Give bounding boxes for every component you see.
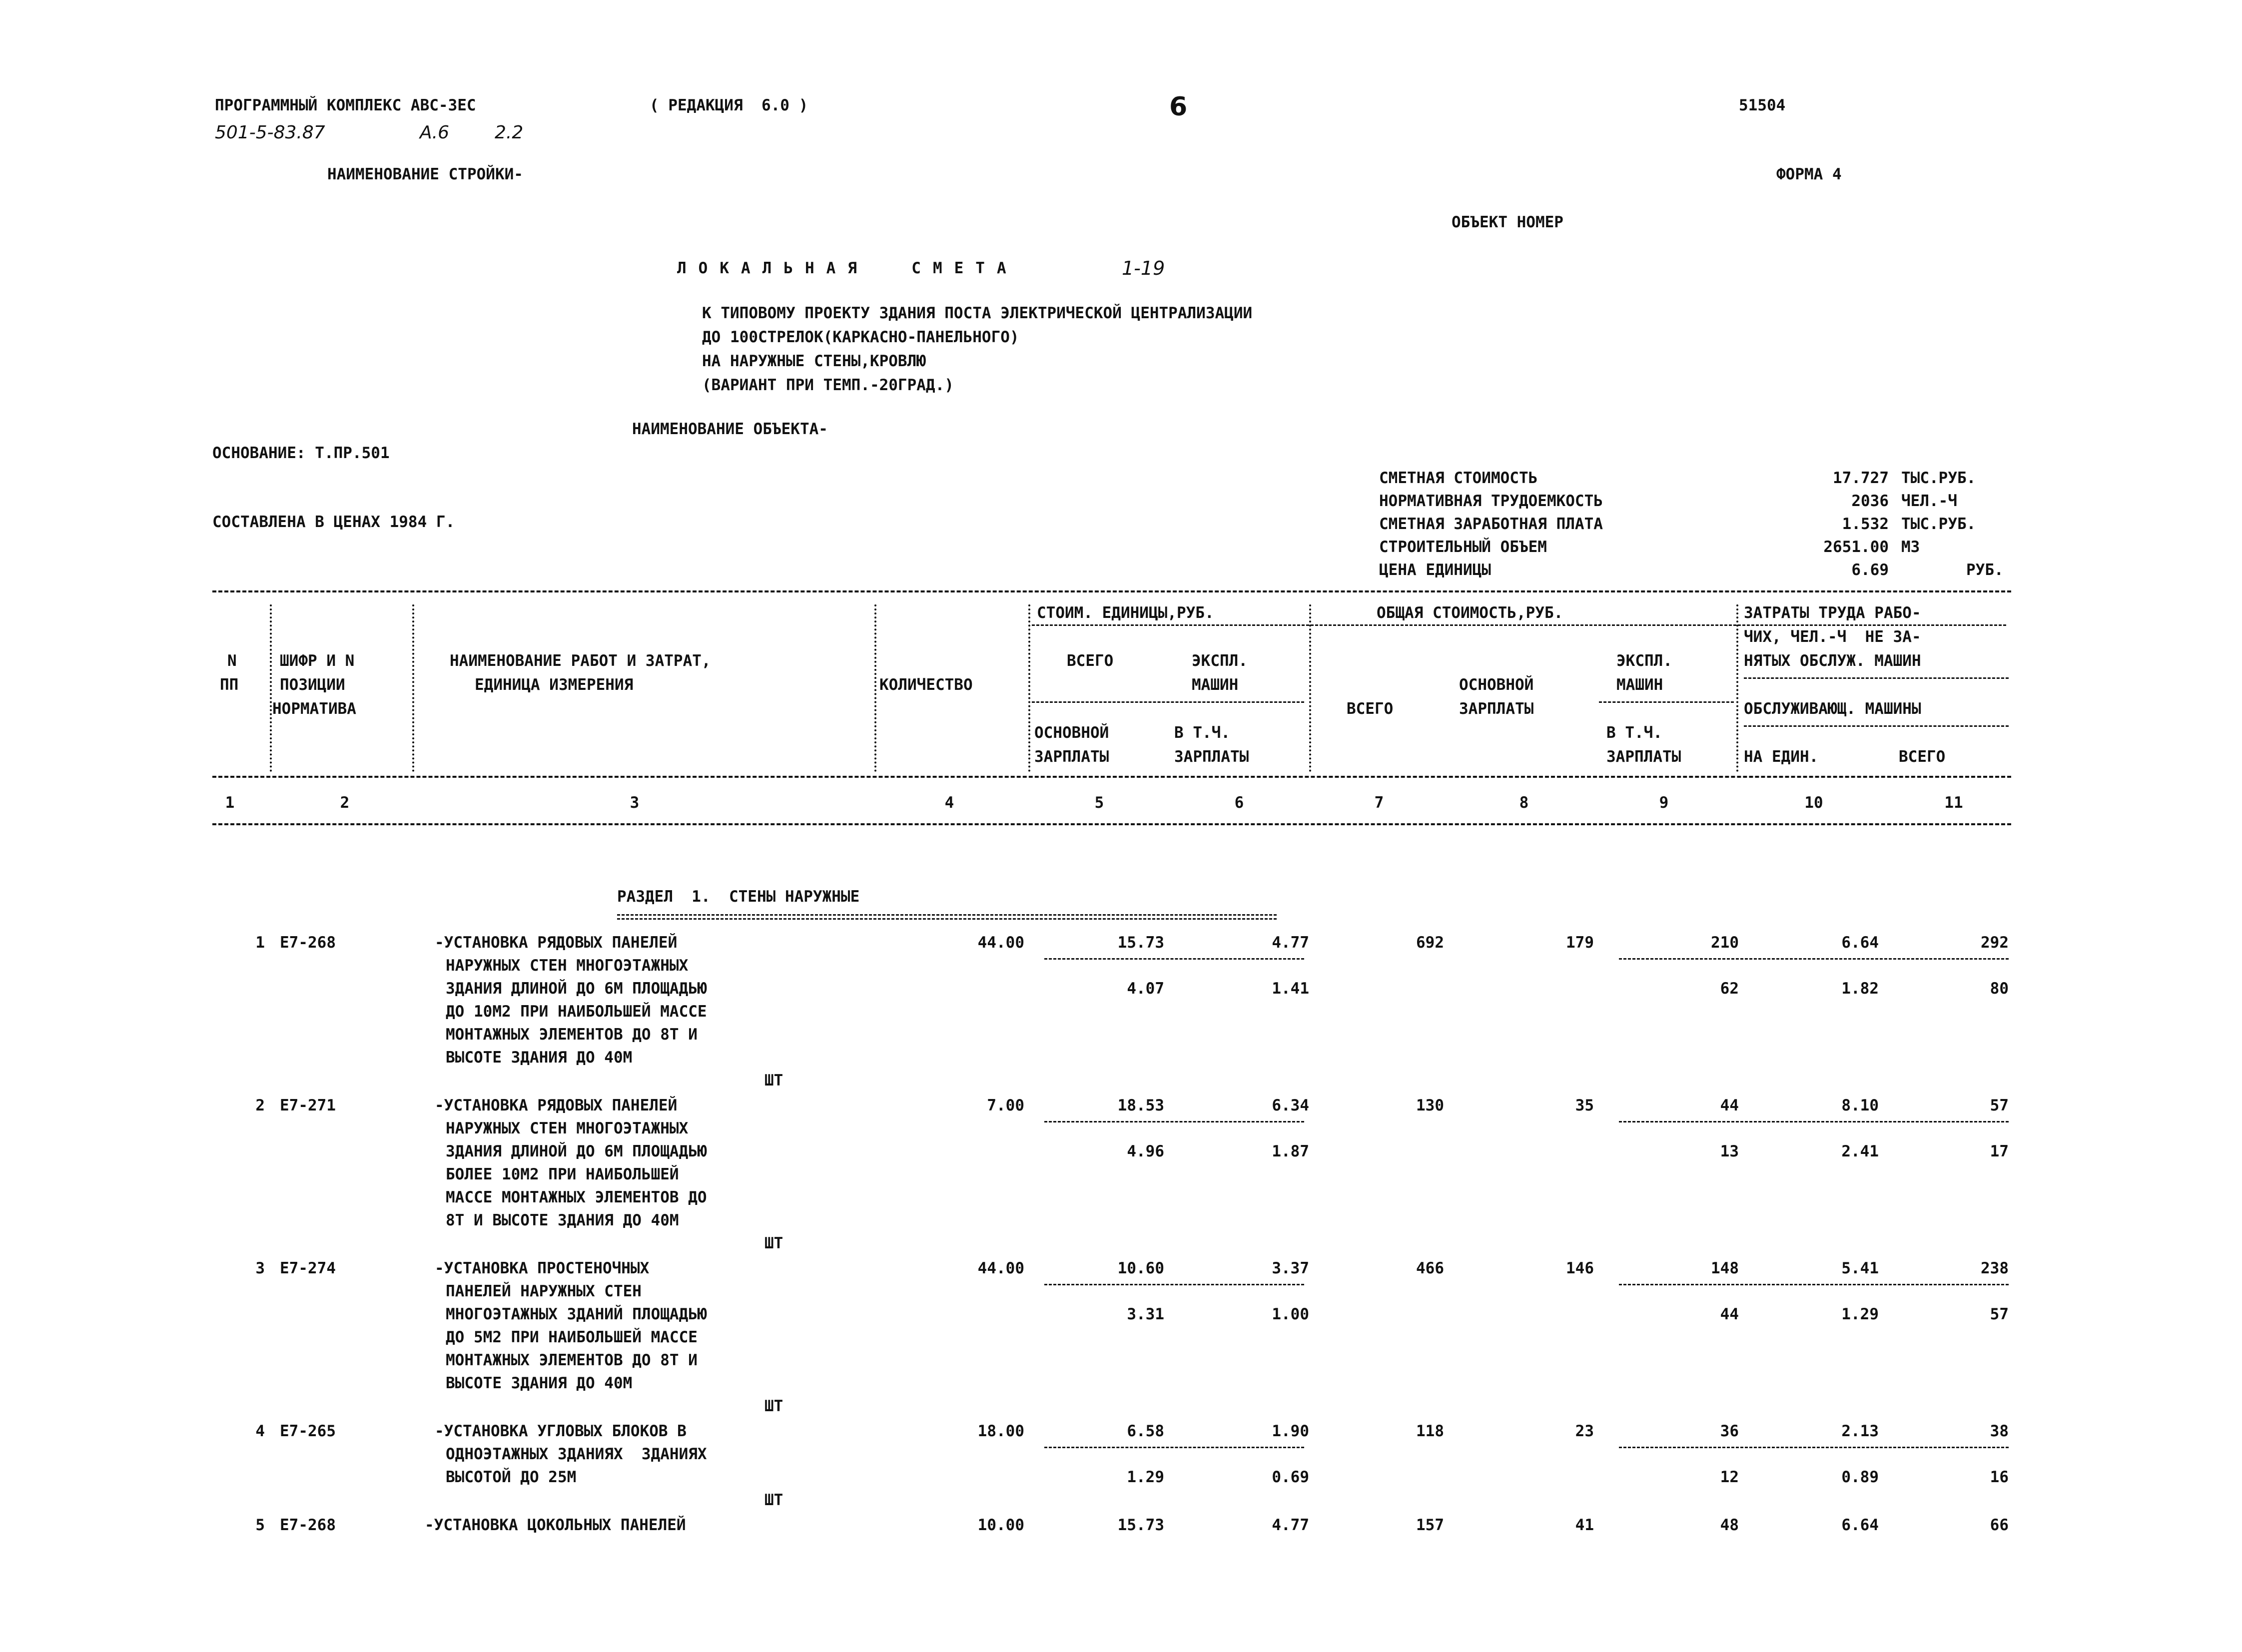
row-unit: ШТ: [764, 1072, 783, 1090]
unit-cost-wage: 4.96: [1127, 1142, 1164, 1160]
row-unit: ШТ: [764, 1491, 783, 1509]
sub-rule: [1032, 701, 1304, 703]
column-number: 6: [1234, 794, 1244, 812]
labor-unit: 8.10: [1841, 1097, 1879, 1114]
row-name: ДО 5М2 ПРИ НАИБОЛЬШЕЙ МАССЕ: [446, 1328, 698, 1346]
sub-rule: [1032, 624, 2006, 626]
header-top-rule: [212, 590, 2011, 592]
row-quantity: 10.00: [977, 1516, 1024, 1534]
column-number: 4: [944, 794, 954, 812]
summary-label: СМЕТНАЯ СТОИМОСТЬ: [1379, 469, 1538, 487]
unit-cost-machines: 1.90: [1272, 1422, 1309, 1440]
col1-header: N: [227, 652, 237, 670]
row-number: 1: [255, 934, 265, 952]
sub-rule: [1744, 677, 2009, 679]
unit-total-header: ВСЕГО: [1067, 652, 1114, 670]
col2-header: НОРМАТИВА: [272, 700, 356, 718]
summary-label: СМЕТНАЯ ЗАРАБОТНАЯ ПЛАТА: [1379, 515, 1603, 533]
unit-mach-header: ЭКСПЛ.: [1192, 652, 1248, 670]
document-code: 51504: [1739, 96, 1786, 114]
form-label: ФОРМА 4: [1776, 165, 1842, 183]
estimate-description-4: (ВАРИАНТ ПРИ ТЕМП.-20ГРАД.): [702, 376, 954, 394]
column-number: 1: [225, 794, 235, 812]
column-number: 5: [1094, 794, 1104, 812]
total-machine-wage: 12: [1720, 1468, 1739, 1486]
total-cost: 157: [1416, 1516, 1444, 1534]
total-wage-header: ОСНОВНОЙ: [1459, 676, 1534, 694]
summary-unit: ТЫС.РУБ.: [1901, 469, 1976, 487]
labor-sub-header: ОБСЛУЖИВАЮЩ. МАШИНЫ: [1744, 700, 1921, 718]
summary-label: ЦЕНА ЕДИНИЦЫ: [1379, 561, 1491, 579]
row-name: ПАНЕЛЕЙ НАРУЖНЫХ СТЕН: [446, 1282, 642, 1300]
sub-rule: [1619, 958, 2009, 960]
column-number: 11: [1944, 794, 1963, 812]
unit-cost-header: СТОИМ. ЕДИНИЦЫ,РУБ.: [1037, 604, 1214, 622]
col-divider: [1028, 604, 1030, 772]
unit-cost-wage: 3.31: [1127, 1305, 1164, 1323]
total-wage-incl-header: ЗАРПЛАТЫ: [1606, 748, 1681, 766]
row-number: 4: [255, 1422, 265, 1440]
labor-header-1: ЗАТРАТЫ ТРУДА РАБО-: [1744, 604, 1921, 622]
col1-header: ПП: [220, 676, 239, 694]
sub-rule: [1619, 1447, 2009, 1448]
total-machine-wage: 13: [1720, 1142, 1739, 1160]
col4-header: КОЛИЧЕСТВО: [879, 676, 973, 694]
labor-total-service: 57: [1990, 1305, 2009, 1323]
labor-unit: 6.64: [1841, 934, 1879, 952]
unit-cost-total: 15.73: [1117, 934, 1164, 952]
labor-total: 238: [1981, 1259, 2009, 1277]
summary-unit: М3: [1901, 538, 1920, 556]
column-number: 7: [1374, 794, 1384, 812]
summary-value: 2651.00: [1823, 538, 1889, 556]
col2-header: ШИФР И N: [280, 652, 355, 670]
labor-unit-service: 1.29: [1841, 1305, 1879, 1323]
col3-header: НАИМЕНОВАНИЕ РАБОТ И ЗАТРАТ,: [450, 652, 711, 670]
row-number: 3: [255, 1259, 265, 1277]
row-code: Е7-265: [280, 1422, 336, 1440]
basis: ОСНОВАНИЕ: Т.ПР.501: [212, 444, 390, 462]
unit-cost-machines: 6.34: [1272, 1097, 1309, 1114]
labor-header-2: ЧИХ, ЧЕЛ.-Ч НЕ ЗА-: [1744, 628, 1921, 646]
total-machine-wage: 44: [1720, 1305, 1739, 1323]
col2-header: ПОЗИЦИИ: [280, 676, 345, 694]
handwritten-ref: 501-5-83.87: [215, 122, 325, 143]
labor-unit-service: 1.82: [1841, 980, 1879, 998]
total-wage: 23: [1575, 1422, 1594, 1440]
summary-value: 2036: [1851, 492, 1889, 510]
estimate-description-3: НА НАРУЖНЫЕ СТЕНЫ,КРОВЛЮ: [702, 352, 926, 370]
summary-value: 1.532: [1842, 515, 1889, 533]
unit-cost-machine-wage: 1.00: [1272, 1305, 1309, 1323]
row-name: -УСТАНОВКА УГЛОВЫХ БЛОКОВ В: [435, 1422, 687, 1440]
row-unit: ШТ: [764, 1234, 783, 1252]
labor-total-header: ВСЕГО: [1899, 748, 1946, 766]
row-name: ВЫСОТЕ ЗДАНИЯ ДО 40М: [446, 1049, 633, 1067]
row-unit: ШТ: [764, 1397, 783, 1415]
total-machines: 148: [1711, 1259, 1739, 1277]
labor-unit-service: 0.89: [1841, 1468, 1879, 1486]
unit-cost-machines: 3.37: [1272, 1259, 1309, 1277]
total-all-header: ВСЕГО: [1347, 700, 1394, 718]
labor-total: 292: [1981, 934, 2009, 952]
col3-header: ЕДИНИЦА ИЗМЕРЕНИЯ: [475, 676, 634, 694]
row-number: 2: [255, 1097, 265, 1114]
row-name: НАРУЖНЫХ СТЕН МНОГОЭТАЖНЫХ: [446, 957, 689, 975]
col-divider: [1309, 604, 1311, 772]
total-wage-header: ЗАРПЛАТЫ: [1459, 700, 1534, 718]
unit-wage-header: ОСНОВНОЙ: [1034, 724, 1109, 742]
row-name: -УСТАНОВКА ЦОКОЛЬНЫХ ПАНЕЛЕЙ: [425, 1516, 686, 1534]
row-name: НАРУЖНЫХ СТЕН МНОГОЭТАЖНЫХ: [446, 1119, 689, 1137]
labor-total-service: 17: [1990, 1142, 2009, 1160]
labor-unit: 6.64: [1841, 1516, 1879, 1534]
header-mid-rule: [212, 776, 2011, 778]
unit-cost-wage: 4.07: [1127, 980, 1164, 998]
row-name: 8Т И ВЫСОТЕ ЗДАНИЯ ДО 40М: [446, 1211, 679, 1229]
total-mach-header: МАШИН: [1616, 676, 1663, 694]
labor-total: 66: [1990, 1516, 2009, 1534]
row-name: МАССЕ МОНТАЖНЫХ ЭЛЕМЕНТОВ ДО: [446, 1188, 707, 1206]
row-quantity: 44.00: [977, 1259, 1024, 1277]
unit-cost-total: 10.60: [1117, 1259, 1164, 1277]
total-mach-header: ЭКСПЛ.: [1616, 652, 1672, 670]
sub-rule: [1744, 725, 2009, 727]
handwritten-a: А.6: [420, 122, 449, 143]
summary-label: СТРОИТЕЛЬНЫЙ ОБЪЕМ: [1379, 538, 1547, 556]
unit-wage-incl-header: В Т.Ч.: [1174, 724, 1230, 742]
object-number-label: ОБЪЕКТ НОМЕР: [1452, 213, 1563, 231]
labor-total-service: 16: [1990, 1468, 2009, 1486]
sub-rule: [1044, 1447, 1304, 1448]
total-wage-incl-header: В Т.Ч.: [1606, 724, 1662, 742]
unit-cost-machine-wage: 0.69: [1272, 1468, 1309, 1486]
total-wage: 146: [1566, 1259, 1594, 1277]
row-code: Е7-268: [280, 934, 336, 952]
row-name: ОДНОЭТАЖНЫХ ЗДАНИЯХ ЗДАНИЯХ: [446, 1445, 707, 1463]
row-code: Е7-274: [280, 1259, 336, 1277]
sub-rule: [1044, 958, 1304, 960]
edition: ( РЕДАКЦИЯ 6.0 ): [650, 96, 808, 114]
total-machines: 210: [1711, 934, 1739, 952]
total-cost-header: ОБЩАЯ СТОИМОСТЬ,РУБ.: [1377, 604, 1563, 622]
column-number: 8: [1519, 794, 1529, 812]
row-code: Е7-268: [280, 1516, 336, 1534]
total-machines: 44: [1720, 1097, 1739, 1114]
sub-rule: [1619, 1121, 2009, 1122]
estimate-number: 1-19: [1122, 257, 1165, 279]
unit-cost-total: 18.53: [1117, 1097, 1164, 1114]
labor-unit: 2.13: [1841, 1422, 1879, 1440]
sub-rule: [1044, 1121, 1304, 1122]
unit-cost-total: 15.73: [1117, 1516, 1164, 1534]
unit-cost-machine-wage: 1.87: [1272, 1142, 1309, 1160]
summary-unit: ЧЕЛ.-Ч: [1901, 492, 1957, 510]
labor-unit: 5.41: [1841, 1259, 1879, 1277]
section-underline: [617, 914, 1277, 916]
row-name: -УСТАНОВКА РЯДОВЫХ ПАНЕЛЕЙ: [435, 1097, 678, 1114]
price-basis: СОСТАВЛЕНА В ЦЕНАХ 1984 Г.: [212, 513, 455, 531]
row-name: ВЫСОТОЙ ДО 25М: [446, 1468, 577, 1486]
handwritten-b: 2.2: [495, 122, 524, 143]
row-name: ЗДАНИЯ ДЛИНОЙ ДО 6М ПЛОЩАДЬЮ: [446, 980, 707, 998]
column-number: 9: [1659, 794, 1669, 812]
unit-mach-header: МАШИН: [1192, 676, 1239, 694]
row-name: ДО 10М2 ПРИ НАИБОЛЬШЕЙ МАССЕ: [446, 1003, 707, 1021]
section-title: РАЗДЕЛ 1. СТЕНЫ НАРУЖНЫЕ: [617, 888, 860, 906]
estimate-description-1: К ТИПОВОМУ ПРОЕКТУ ЗДАНИЯ ПОСТА ЭЛЕКТРИЧЕСКОЙ ЦЕНТРАЛИЗАЦИИ: [702, 304, 1253, 322]
total-machine-wage: 62: [1720, 980, 1739, 998]
col-divider: [874, 604, 876, 772]
total-wage: 179: [1566, 934, 1594, 952]
header-bottom-rule: [212, 823, 2011, 825]
unit-cost-machine-wage: 1.41: [1272, 980, 1309, 998]
sub-rule: [1619, 1284, 2009, 1285]
col-divider: [412, 604, 414, 772]
column-number: 2: [340, 794, 350, 812]
labor-total: 38: [1990, 1422, 2009, 1440]
row-name: ЗДАНИЯ ДЛИНОЙ ДО 6М ПЛОЩАДЬЮ: [446, 1142, 707, 1160]
row-code: Е7-271: [280, 1097, 336, 1114]
total-cost: 466: [1416, 1259, 1444, 1277]
row-quantity: 7.00: [987, 1097, 1024, 1114]
construction-name-label: НАИМЕНОВАНИЕ СТРОЙКИ-: [327, 165, 523, 183]
row-number: 5: [255, 1516, 265, 1534]
labor-total: 57: [1990, 1097, 2009, 1114]
unit-cost-machines: 4.77: [1272, 934, 1309, 952]
labor-total-service: 80: [1990, 980, 2009, 998]
column-number: 3: [630, 794, 640, 812]
summary-label: НОРМАТИВНАЯ ТРУДОЕМКОСТЬ: [1379, 492, 1603, 510]
sub-rule: [1599, 701, 1734, 703]
labor-unit-service: 2.41: [1841, 1142, 1879, 1160]
unit-cost-wage: 1.29: [1127, 1468, 1164, 1486]
col-divider: [270, 604, 272, 772]
estimate-title: ЛОКАЛЬНАЯ СМЕТА: [677, 259, 1018, 277]
total-cost: 130: [1416, 1097, 1444, 1114]
row-quantity: 18.00: [977, 1422, 1024, 1440]
row-name: БОЛЕЕ 10М2 ПРИ НАИБОЛЬШЕЙ: [446, 1165, 679, 1183]
row-name: ВЫСОТЕ ЗДАНИЯ ДО 40М: [446, 1374, 633, 1392]
estimate-description-2: ДО 100СТРЕЛОК(КАРКАСНО-ПАНЕЛЬНОГО): [702, 328, 1019, 346]
summary-unit: ТЫС.РУБ.: [1901, 515, 1976, 533]
total-machines: 48: [1720, 1516, 1739, 1534]
row-name: -УСТАНОВКА ПРОСТЕНОЧНЫХ: [435, 1259, 650, 1277]
total-wage: 41: [1575, 1516, 1594, 1534]
total-cost: 118: [1416, 1422, 1444, 1440]
sub-rule: [1044, 1284, 1304, 1285]
section-underline: [617, 918, 1277, 920]
page-number: 6: [1169, 92, 1188, 122]
summary-value: 17.727: [1833, 469, 1889, 487]
total-machines: 36: [1720, 1422, 1739, 1440]
unit-wage-header: ЗАРПЛАТЫ: [1034, 748, 1109, 766]
total-wage: 35: [1575, 1097, 1594, 1114]
unit-wage-incl-header: ЗАРПЛАТЫ: [1174, 748, 1249, 766]
column-number: 10: [1804, 794, 1823, 812]
row-name: -УСТАНОВКА РЯДОВЫХ ПАНЕЛЕЙ: [435, 934, 678, 952]
row-name: МОНТАЖНЫХ ЭЛЕМЕНТОВ ДО 8Т И: [446, 1026, 698, 1044]
summary-value: 6.69: [1851, 561, 1889, 579]
summary-unit: РУБ.: [1966, 561, 2004, 579]
unit-cost-total: 6.58: [1127, 1422, 1164, 1440]
program-name: ПРОГРАММНЫЙ КОМПЛЕКС АВС-ЗЕС: [215, 96, 476, 114]
row-name: МНОГОЭТАЖНЫХ ЗДАНИЙ ПЛОЩАДЬЮ: [446, 1305, 707, 1323]
total-cost: 692: [1416, 934, 1444, 952]
object-name-label: НАИМЕНОВАНИЕ ОБЪЕКТА-: [632, 420, 828, 438]
row-name: МОНТАЖНЫХ ЭЛЕМЕНТОВ ДО 8Т И: [446, 1351, 698, 1369]
col-divider: [1736, 604, 1738, 772]
labor-header-3: НЯТЫХ ОБСЛУЖ. МАШИН: [1744, 652, 1921, 670]
labor-unit-header: НА ЕДИН.: [1744, 748, 1819, 766]
unit-cost-machines: 4.77: [1272, 1516, 1309, 1534]
row-quantity: 44.00: [977, 934, 1024, 952]
